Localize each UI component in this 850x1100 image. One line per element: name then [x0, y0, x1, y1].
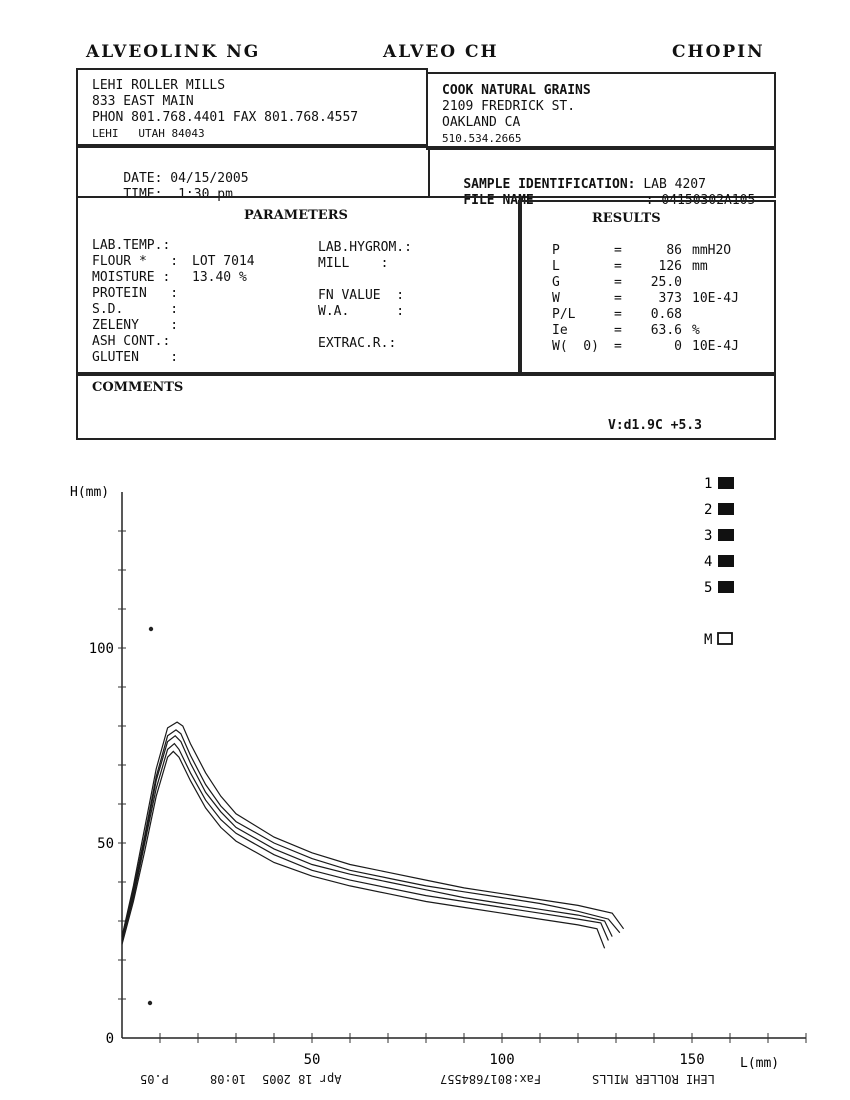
header-right: CHOPIN — [672, 42, 765, 62]
x-tick-label: 50 — [303, 1052, 321, 1068]
result-row — [552, 291, 752, 307]
date-value: 04/15/2005 — [170, 171, 249, 186]
result-value: 126 — [658, 259, 682, 274]
results-title: RESULTS — [592, 211, 661, 226]
param-left-row — [92, 270, 255, 286]
result-unit: mm — [692, 259, 708, 274]
param-left-row — [92, 302, 255, 318]
date-divider — [428, 146, 430, 198]
y-axis-label: H(mm) — [70, 485, 110, 500]
result-eq: = — [614, 323, 622, 338]
result-label: G — [552, 275, 560, 290]
param-left-label: LAB.TEMP.: — [92, 238, 171, 253]
legend-swatch-2 — [718, 503, 734, 515]
result-value: 25.0 — [650, 275, 682, 290]
y-tick-label: 50 — [97, 836, 114, 852]
result-value: 0.68 — [650, 307, 682, 322]
legend-swatch-4 — [718, 555, 734, 567]
param-right-row — [318, 320, 418, 336]
sender-line-3: PHON 801.768.4401 FAX 801.768.4557 — [92, 110, 359, 125]
chart-axes — [89, 492, 806, 1068]
param-left-label: ASH CONT.: — [92, 334, 171, 349]
alveogram-chart — [0, 460, 850, 1080]
x-tick-label: 100 — [489, 1052, 515, 1068]
result-label: Ie — [552, 323, 568, 338]
parameters-left-list — [92, 238, 255, 366]
result-eq: = — [614, 259, 622, 274]
parameters-box — [76, 196, 522, 376]
param-right-label: LAB.HYGROM.: — [318, 240, 412, 255]
param-left-row — [92, 254, 255, 270]
x-tick-label: 150 — [679, 1052, 705, 1068]
fax-number: Fax:8017684557 — [440, 1072, 542, 1086]
result-eq: = — [614, 275, 622, 290]
sender-line-4: LEHI UTAH 84043 — [92, 127, 205, 140]
result-eq: = — [614, 307, 622, 322]
legend-label-1: 1 — [704, 476, 713, 492]
fax-time: 10:08 — [210, 1072, 247, 1086]
param-right-label: W.A. : — [318, 304, 405, 319]
result-unit: 10E-4J — [692, 339, 739, 354]
param-left-row — [92, 238, 255, 254]
result-eq: = — [614, 339, 622, 354]
result-value: 63.6 — [650, 323, 682, 338]
date-label: DATE: — [123, 171, 163, 186]
legend-label-4: 4 — [704, 554, 713, 570]
legend-label-3: 3 — [704, 528, 713, 544]
date-sample-box — [76, 146, 776, 208]
fax-from: LEHI ROLLER MILLS — [592, 1072, 715, 1086]
sender-box — [76, 68, 428, 146]
legend-label-m: M — [704, 632, 713, 648]
curve-4 — [122, 730, 620, 937]
param-left-label: GLUTEN : — [92, 350, 179, 365]
header-center: ALVEO CH — [383, 42, 499, 62]
file-name-value: : 04150302A105 — [645, 193, 756, 208]
comments-title: COMMENTS — [92, 380, 184, 395]
recipient-line-4: 510.534.2665 — [442, 132, 522, 145]
param-right-label: FN VALUE : — [318, 288, 405, 303]
param-left-value: LOT 7014 — [192, 254, 255, 269]
results-box — [518, 200, 776, 376]
chart-legend — [704, 476, 734, 648]
param-right-row — [318, 288, 418, 304]
param-right-label: EXTRAC.R.: — [318, 336, 397, 351]
result-unit — [682, 307, 752, 323]
recipient-line-2: 2109 FREDRICK ST. — [442, 99, 576, 114]
results-list — [552, 243, 752, 355]
param-left-label: ZELENY : — [92, 318, 179, 333]
param-right-row — [318, 256, 418, 272]
chart-series — [122, 722, 624, 948]
result-value: 373 — [658, 291, 682, 306]
comments-value: V:d1.9C +5.3 — [608, 418, 702, 433]
param-right-label — [318, 320, 418, 336]
param-right-row — [318, 336, 418, 352]
param-left-label: MOISTURE : — [92, 270, 171, 285]
param-right-row — [318, 304, 418, 320]
x-axis-label: L(mm) — [740, 1056, 780, 1071]
result-label: P — [552, 243, 560, 258]
legend-label-2: 2 — [704, 502, 713, 518]
fax-date: Apr 18 2005 — [262, 1072, 342, 1086]
fax-page: P.05 — [140, 1072, 169, 1086]
param-right-row — [318, 240, 418, 256]
result-value: 0 — [674, 339, 682, 354]
result-label: L — [552, 259, 560, 274]
sample-id-value: LAB 4207 — [643, 177, 706, 192]
legend-swatch-m — [718, 633, 732, 644]
curve-3 — [122, 736, 612, 941]
result-eq: = — [614, 291, 622, 306]
speck-dot-2 — [148, 1001, 152, 1005]
result-row — [552, 323, 752, 339]
result-unit — [682, 275, 752, 291]
result-eq: = — [614, 243, 622, 258]
sample-id-label: SAMPLE IDENTIFICATION: — [463, 177, 636, 192]
recipient-line-3: OAKLAND CA — [442, 115, 521, 130]
y-tick-label: 0 — [105, 1031, 114, 1047]
time-value: 1:30 pm — [178, 187, 233, 202]
param-left-row — [92, 286, 255, 302]
param-left-row — [92, 350, 255, 366]
param-left-row — [92, 318, 255, 334]
time-label: TIME: — [123, 187, 163, 202]
recipient-box — [426, 72, 776, 150]
result-unit: % — [692, 323, 700, 338]
parameters-right-list — [318, 240, 418, 352]
param-left-label: PROTEIN : — [92, 286, 179, 301]
speck-dot-1 — [149, 627, 153, 631]
recipient-line-1: COOK NATURAL GRAINS — [442, 83, 591, 98]
curve-5 — [122, 722, 624, 937]
param-right-label: MILL : — [318, 256, 389, 271]
param-left-row — [92, 334, 255, 350]
result-row — [552, 339, 752, 355]
result-label: P/L — [552, 307, 576, 322]
result-value: 86 — [666, 243, 682, 258]
result-row — [552, 259, 752, 275]
result-row — [552, 275, 752, 291]
file-name-label: FILE NAME — [463, 193, 534, 208]
param-left-value: 13.40 % — [192, 270, 247, 285]
header-left: ALVEOLINK NG — [86, 42, 261, 62]
legend-swatch-3 — [718, 529, 734, 541]
legend-swatch-5 — [718, 581, 734, 593]
result-unit: 10E-4J — [692, 291, 739, 306]
param-left-label: S.D. : — [92, 302, 179, 317]
result-row — [552, 243, 752, 259]
parameters-title: PARAMETERS — [244, 208, 348, 223]
comments-box — [76, 372, 776, 440]
result-label: W — [552, 291, 560, 306]
param-right-row — [318, 272, 418, 288]
result-row — [552, 307, 752, 323]
sender-line-2: 833 EAST MAIN — [92, 94, 194, 109]
result-unit: mmH2O — [692, 243, 732, 258]
y-tick-label: 100 — [88, 641, 114, 657]
param-right-label — [318, 272, 418, 288]
legend-swatch-1 — [718, 477, 734, 489]
sender-line-1: LEHI ROLLER MILLS — [92, 78, 226, 93]
param-left-label: FLOUR * : — [92, 254, 179, 269]
legend-label-5: 5 — [704, 580, 713, 596]
result-label: W( 0) — [552, 339, 599, 354]
